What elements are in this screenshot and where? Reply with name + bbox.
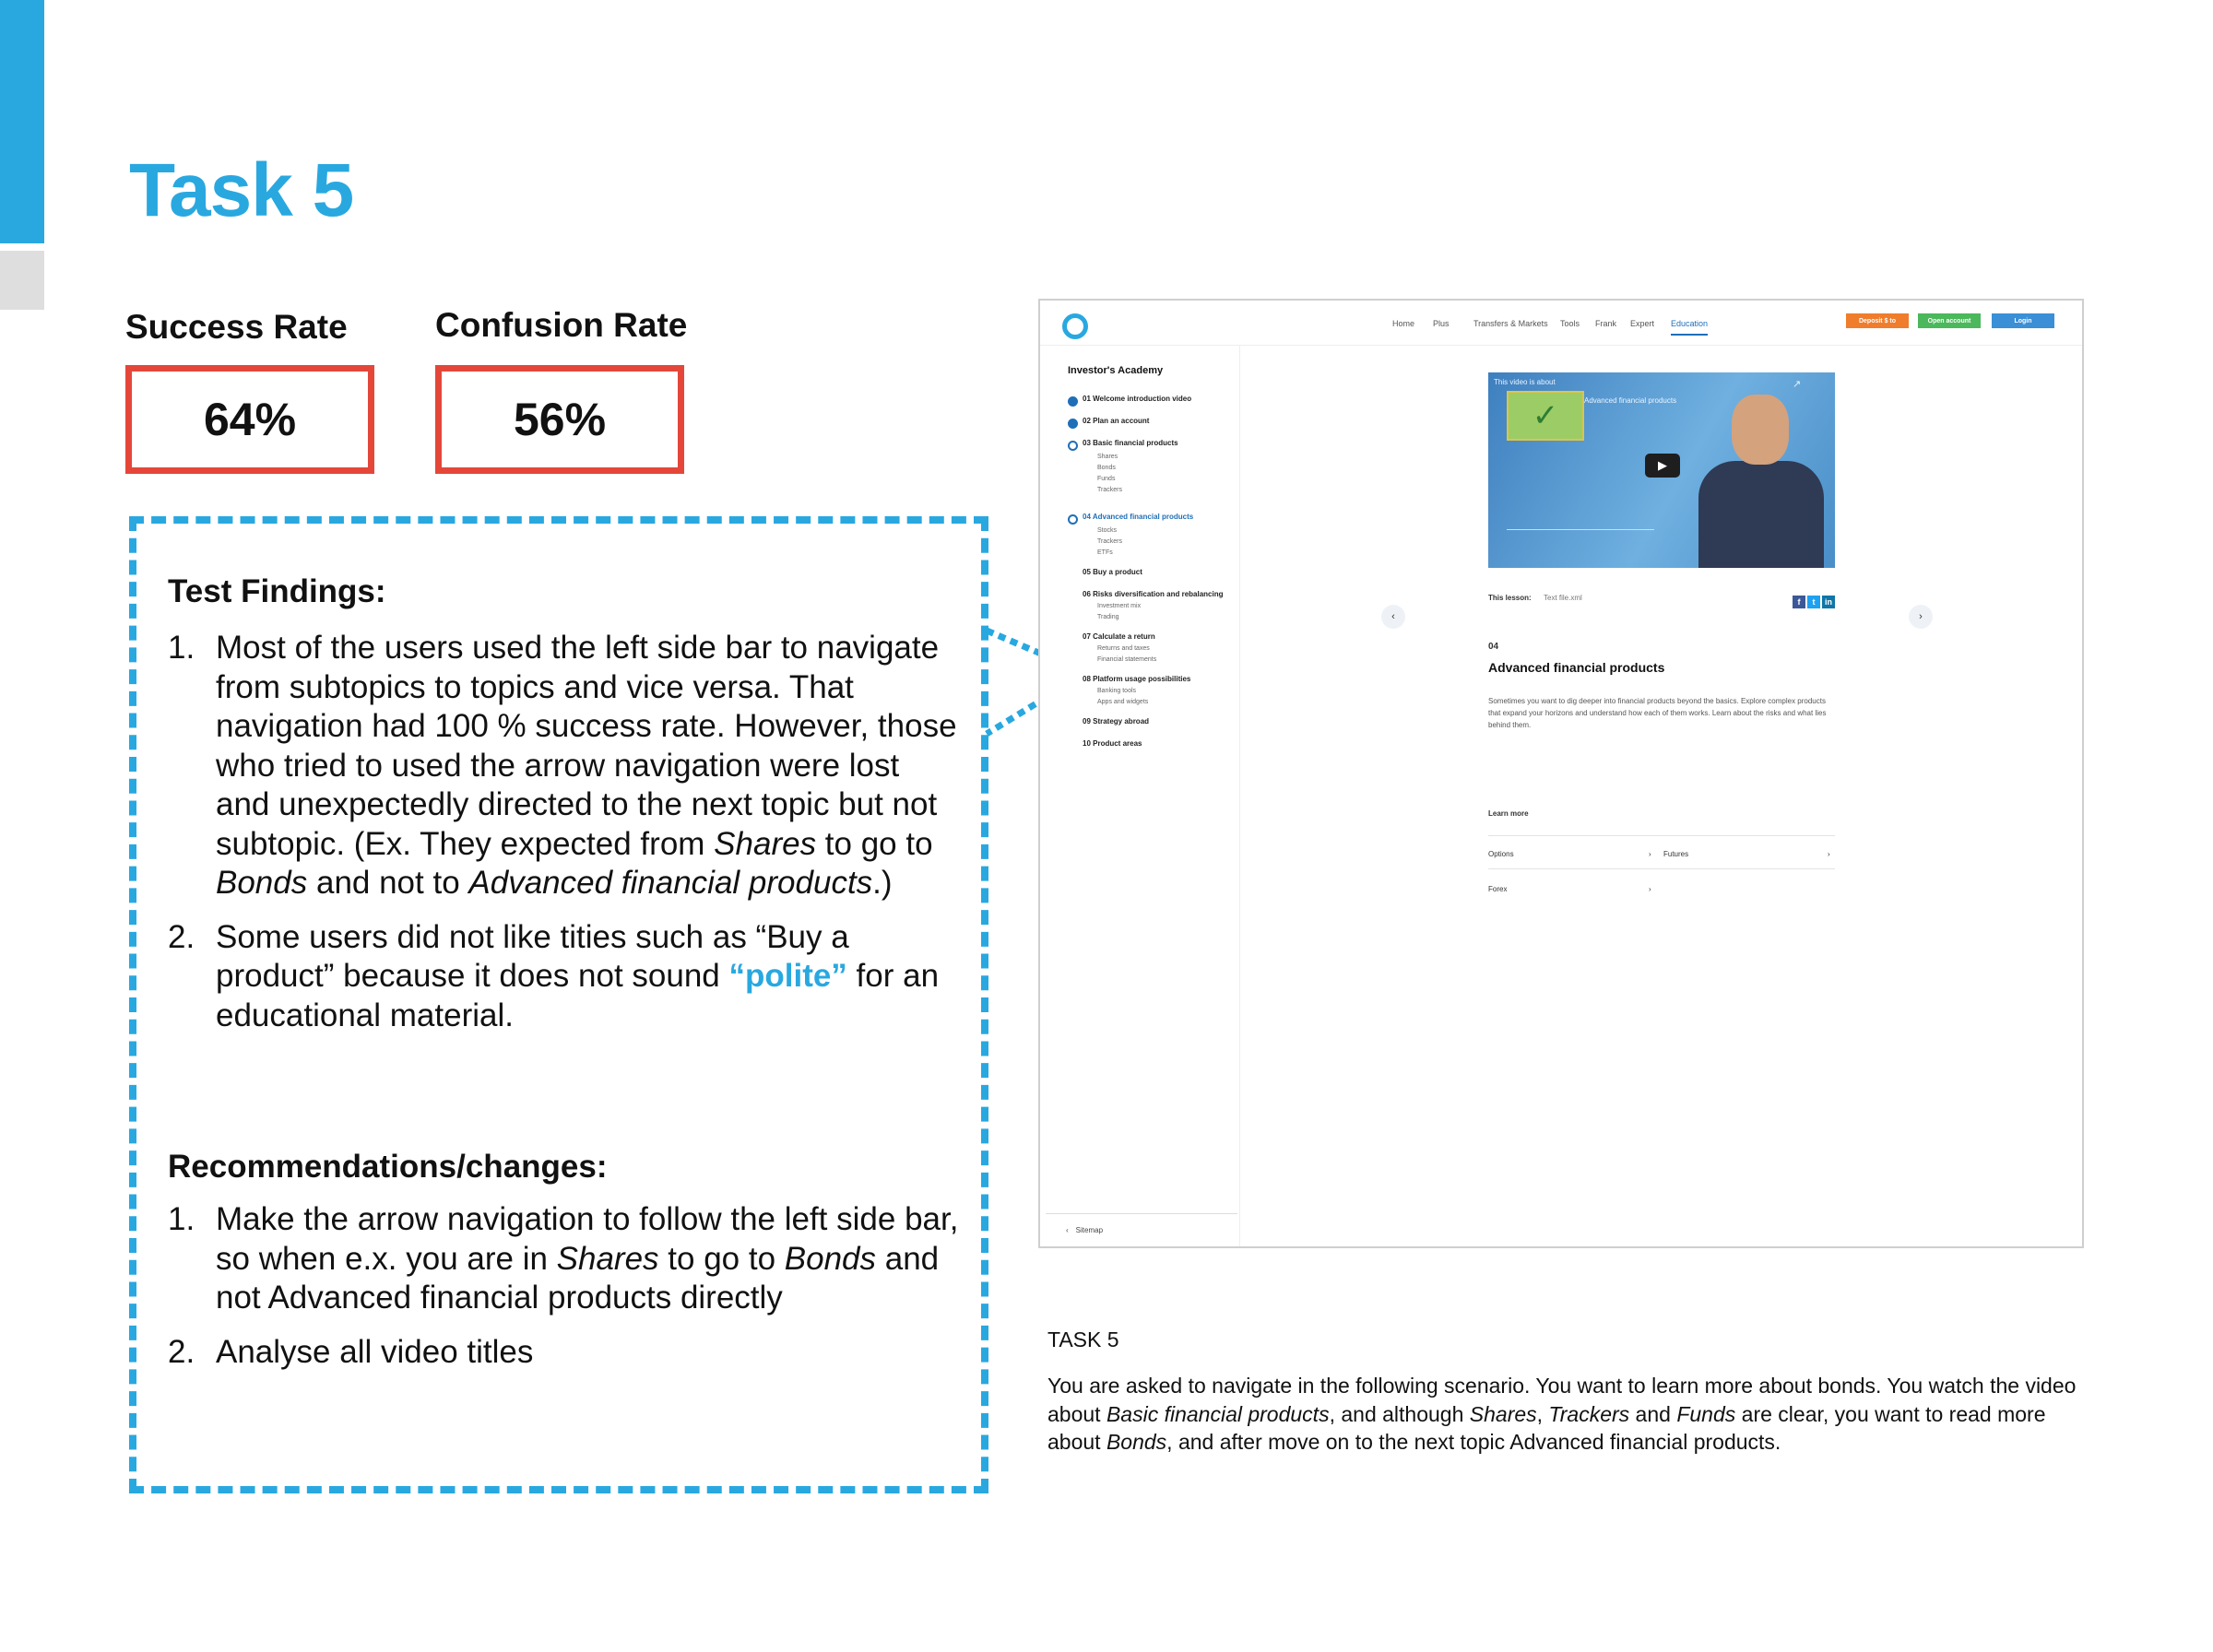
recommendation-item-2: [168, 1333, 961, 1373]
finding-item-1: [168, 629, 961, 903]
task-text: , and after move on to the next topic Advanced financial products.: [1166, 1430, 1781, 1454]
chevron-right-icon: ›: [1828, 850, 1830, 858]
logo-icon[interactable]: [1062, 313, 1088, 339]
sidebar-subitem[interactable]: Trading: [1097, 614, 1119, 620]
sidebar-subitem[interactable]: Trackers: [1097, 487, 1122, 493]
learn-more-link[interactable]: Futures: [1663, 850, 1689, 858]
sidebar-item-current[interactable]: 04 Advanced financial products: [1083, 513, 1194, 521]
sitemap-label: Sitemap: [1075, 1226, 1104, 1234]
checkmark-icon: ✓: [1507, 391, 1584, 441]
recommendation-emphasis: Shares: [556, 1240, 659, 1277]
video-title: This video is about: [1494, 378, 1556, 386]
sidebar-subitem[interactable]: Stocks: [1097, 527, 1118, 534]
facebook-icon[interactable]: f: [1793, 596, 1805, 608]
chevron-right-icon: ›: [1649, 885, 1651, 893]
sidebar-item[interactable]: 03 Basic financial products: [1083, 439, 1178, 447]
learn-more-link[interactable]: Forex: [1488, 885, 1508, 893]
polite-highlight: “polite”: [728, 958, 847, 994]
sidebar-item[interactable]: 05 Buy a product: [1083, 568, 1142, 576]
recommendation-text: Analyse all video titles: [216, 1333, 534, 1370]
list-number: 2.: [168, 918, 195, 955]
finding-emphasis: Advanced financial products: [468, 865, 873, 901]
deposit-button[interactable]: Deposit $ to: [1846, 313, 1909, 328]
sidebar-title: Investor's Academy: [1068, 365, 1164, 376]
task-emphasis: Bonds: [1106, 1430, 1167, 1454]
finding-text: for an educational material.: [216, 958, 940, 1033]
list-number: 1.: [168, 1201, 195, 1237]
finding-emphasis: Shares: [714, 825, 817, 862]
presenter-figure: [1698, 461, 1824, 568]
nav-item[interactable]: Tools: [1560, 319, 1580, 328]
task-description: [1047, 1372, 2089, 1457]
page-title: Task 5: [129, 148, 354, 232]
sidebar-subitem[interactable]: Banking tools: [1097, 688, 1137, 694]
next-arrow-button[interactable]: ›: [1909, 605, 1933, 629]
recommendation-text: to go to: [658, 1240, 785, 1277]
task-emphasis: Basic financial products: [1106, 1401, 1330, 1426]
findings-list: [168, 629, 961, 1050]
task-emphasis: Trackers: [1548, 1401, 1630, 1426]
divider: [1488, 835, 1835, 836]
sidebar-item[interactable]: 01 Welcome introduction video: [1083, 395, 1192, 403]
sidebar-subitem[interactable]: Funds: [1097, 476, 1116, 482]
linkedin-icon[interactable]: in: [1822, 596, 1835, 608]
sidebar-subitem[interactable]: Shares: [1097, 454, 1118, 460]
task-text: and: [1629, 1401, 1677, 1426]
check-icon: [1068, 419, 1078, 429]
sidebar-subitem[interactable]: Financial statements: [1097, 656, 1157, 663]
finding-text: Most of the users used the left side bar to navigate from subtopics to topics and vice versa. That navigation had 100 % success rate. However, those who tried to used the arrow navigation were lost and unexpectedly directed to the next topic but not subtopic. (Ex. They expected from: [216, 630, 957, 862]
open-account-button[interactable]: Open account: [1918, 313, 1981, 328]
nav-item[interactable]: Plus: [1433, 319, 1450, 328]
video-caption: Advanced financial products: [1584, 396, 1677, 405]
previous-arrow-button[interactable]: ‹: [1381, 605, 1405, 629]
nav-item[interactable]: Frank: [1595, 319, 1617, 328]
chevron-right-icon: ›: [1649, 850, 1651, 858]
sidebar-item[interactable]: 10 Product areas: [1083, 739, 1142, 748]
chevron-left-icon: ‹: [1066, 1226, 1069, 1234]
divider: [1488, 868, 1835, 869]
confusion-rate-value: 56%: [435, 365, 684, 474]
nav-item[interactable]: Transfers & Markets: [1473, 319, 1548, 328]
play-icon[interactable]: ▶: [1645, 454, 1680, 478]
task-text: You are asked to navigate in the following scenario. You want to learn more about bonds. You watch the video about: [1047, 1374, 2077, 1426]
sitemap-link[interactable]: [1046, 1213, 1237, 1246]
findings-heading: Test Findings:: [168, 573, 386, 609]
sidebar-subitem[interactable]: Investment mix: [1097, 603, 1142, 609]
sidebar-subitem[interactable]: Returns and taxes: [1097, 645, 1150, 652]
recommendation-item-1: [168, 1200, 961, 1318]
finding-emphasis: Bonds: [216, 865, 308, 901]
presenter-head: [1732, 395, 1789, 465]
accent-bar: [0, 0, 44, 243]
recommendation-emphasis: Bonds: [784, 1240, 877, 1277]
sidebar-item[interactable]: 06 Risks diversification and rebalancing: [1083, 590, 1224, 598]
chart-graphic: [1507, 446, 1654, 530]
nav-item[interactable]: Home: [1392, 319, 1415, 328]
list-number: 2.: [168, 1333, 195, 1370]
section-number: 04: [1488, 642, 1499, 652]
share-icon[interactable]: ↗: [1793, 379, 1802, 390]
task-label: TASK 5: [1047, 1328, 1119, 1351]
twitter-icon[interactable]: t: [1807, 596, 1820, 608]
sidebar-item[interactable]: 02 Plan an account: [1083, 417, 1150, 425]
sidebar-subitem[interactable]: Bonds: [1097, 465, 1116, 471]
recommendation-text: Make the arrow navigation to follow the left side bar, so when e.x. you are in: [216, 1201, 959, 1277]
top-navigation: [1040, 301, 2082, 346]
progress-icon: [1068, 441, 1078, 451]
finding-text: .): [872, 865, 893, 901]
sidebar-item[interactable]: 07 Calculate a return: [1083, 632, 1155, 641]
finding-text: Some users did not like tities such as “Buy a product” because it does not sound: [216, 918, 849, 994]
success-rate-value: 64%: [125, 365, 374, 474]
task-text: ,: [1536, 1401, 1549, 1426]
accent-bar-secondary: [0, 251, 44, 310]
sidebar: [1040, 345, 1240, 1246]
list-number: 1.: [168, 630, 195, 666]
check-icon: [1068, 396, 1078, 407]
sidebar-item[interactable]: 09 Strategy abroad: [1083, 717, 1150, 726]
video-player[interactable]: [1488, 372, 1835, 568]
sidebar-item[interactable]: 08 Platform usage possibilities: [1083, 675, 1191, 683]
confusion-rate-label: Confusion Rate: [435, 306, 688, 344]
task-text: , and although: [1329, 1401, 1470, 1426]
nav-item[interactable]: Expert: [1630, 319, 1655, 328]
recommendation-text: and not Advanced financial products directly: [216, 1240, 940, 1316]
task-emphasis: Shares: [1469, 1401, 1537, 1426]
success-rate-label: Success Rate: [125, 308, 348, 346]
learn-more-link[interactable]: Options: [1488, 850, 1514, 858]
lesson-label: This lesson:: [1488, 594, 1532, 602]
lesson-file: Text file.xml: [1544, 594, 1582, 602]
task-text: are clear, you want to read more about: [1047, 1401, 2046, 1454]
finding-item-2: [168, 918, 961, 1036]
recommendations-heading: Recommendations/changes:: [168, 1149, 608, 1185]
finding-text: to go to: [816, 825, 933, 862]
progress-icon: [1068, 514, 1078, 525]
finding-text: and not to: [307, 865, 469, 901]
section-title: Advanced financial products: [1488, 660, 1665, 675]
app-screenshot: [1038, 299, 2084, 1248]
sidebar-subitem[interactable]: ETFs: [1097, 549, 1113, 556]
task-emphasis: Funds: [1676, 1401, 1736, 1426]
section-body: Sometimes you want to dig deeper into financial products beyond the basics. Explore complex products that expand your horizons and understand how each of them works. Learn about the risks and what lies behind them.: [1488, 697, 1827, 729]
learn-more-heading: Learn more: [1488, 809, 1529, 818]
recommendations-list: [168, 1200, 961, 1386]
nav-item-active[interactable]: Education: [1671, 319, 1708, 336]
sidebar-subitem[interactable]: Trackers: [1097, 538, 1122, 545]
login-button[interactable]: Login: [1992, 313, 2054, 328]
sidebar-subitem[interactable]: Apps and widgets: [1097, 699, 1149, 705]
